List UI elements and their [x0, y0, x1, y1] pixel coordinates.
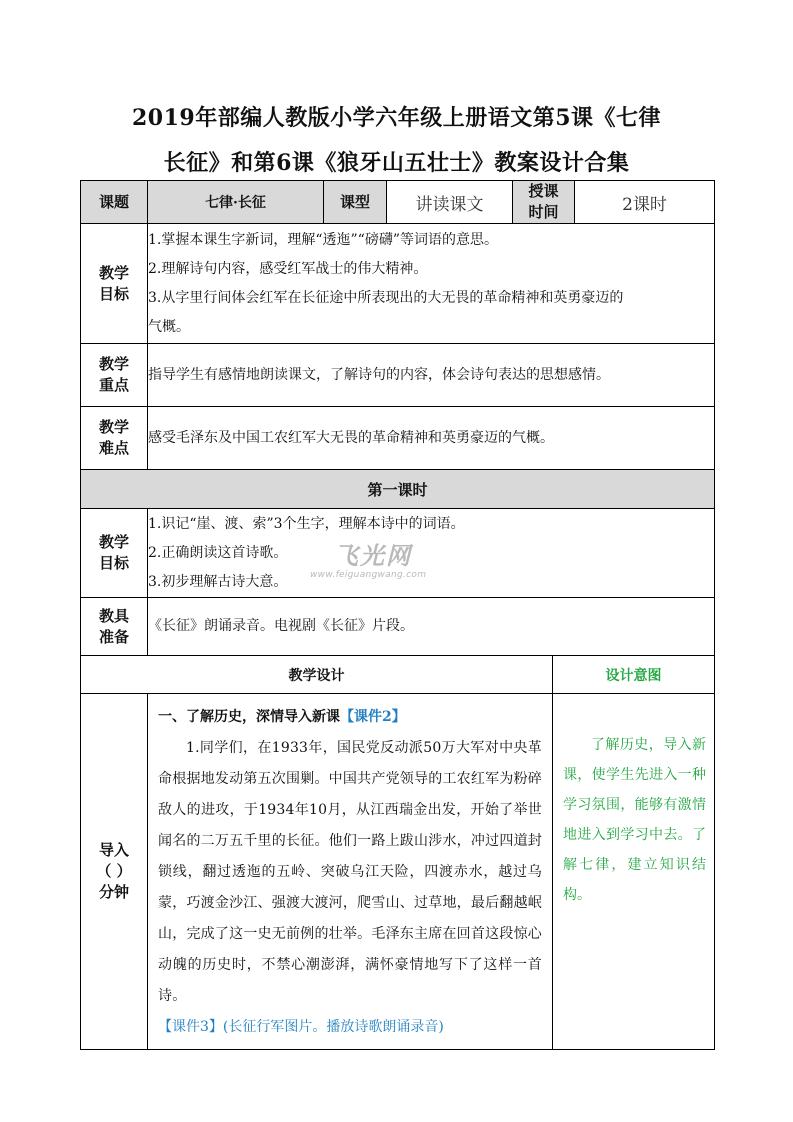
materials-label-line-1: 教具: [98, 606, 129, 625]
materials-label: [81, 598, 148, 656]
key-points-text: 指导学生有感情地朗读课文，了解诗句的内容，体会诗句表达的思想感情。: [148, 344, 715, 407]
key-points-label-line-1: 教学: [98, 355, 129, 373]
goals-row: [81, 224, 715, 344]
goal-line: 2.理解诗句内容，感受红军战士的伟大精神。: [148, 260, 428, 277]
difficulties-label: [81, 407, 148, 470]
intro-intent: 了解历史，导入新课，使学生先进入一种学习氛围，能够有激情地进入到学习中去。了解七律，建立知识结构。: [553, 694, 715, 1050]
goal-line: 3.从字里行间体会红军在长征途中所表现出的大无畏的革命精神和英勇豪迈的: [148, 289, 624, 306]
intro-label-line-3: 分钟: [98, 883, 129, 901]
time-label-line-2: 时间: [528, 203, 559, 221]
topic-value: 七律·长征: [148, 181, 324, 224]
key-points-label: [81, 344, 148, 407]
type-label: 课型: [324, 181, 387, 224]
design-header-right: 设计意图: [553, 656, 715, 694]
lesson-goals-label-line-2: 目标: [98, 554, 129, 572]
document-title: [80, 96, 713, 186]
time-label-line-1: 授课: [528, 182, 559, 200]
intro-label-line-1: 导入: [98, 841, 129, 859]
watermark: [300, 536, 460, 588]
goals-label-line-1: 教学: [98, 263, 129, 282]
time-value: 2课时: [575, 181, 715, 224]
first-lesson-band: [81, 470, 715, 509]
intro-heading: [158, 702, 542, 733]
difficulties-label-line-2: 难点: [98, 439, 129, 457]
intro-heading-text: 一、了解历史，深情导入新课: [158, 709, 340, 725]
lesson-goal-line: 1.识记“崖、渡、索”3个生字，理解本诗中的词语。: [148, 515, 465, 532]
key-points-row: [81, 344, 715, 407]
goals-label: [81, 224, 148, 344]
lesson-goals-label: [81, 509, 148, 598]
intro-paragraph: 1.同学们，在1933年，国民党反动派50万大军对中央革命根据地发动第五次围剿。中国共产党领导的工农红军为粉碎敌人的进攻，于1934年10月，从江西瑞金出发，开始了举世闻名的二万五千里的长征。他们一路上跋山涉水，冲过四道封锁线，翻过透迤的五岭、突破乌江天险，四渡赤水，越过乌蒙，巧渡金沙江、强渡大渡河，爬雪山、过草地，最后翻越岷山，完成了这一史无前例的壮举。毛泽东主席在回首这段惊心动魄的历史时，不禁心潮澎湃，满怀豪情地写下了这样一首诗。: [158, 740, 542, 1004]
difficulties-text: 感受毛泽东及中国工农红军大无畏的革命精神和英勇豪迈的气概。: [148, 407, 715, 470]
watermark-logo: 飞光网: [334, 542, 412, 570]
first-lesson-title: 第一课时: [81, 470, 715, 509]
intro-design: [148, 694, 553, 1050]
lesson-goal-line: 3.初步理解古诗大意。: [148, 573, 288, 590]
intro-label: [81, 694, 148, 1050]
key-points-label-line-2: 重点: [98, 376, 129, 394]
goal-line: 气概。: [148, 318, 190, 335]
header-row: [81, 181, 715, 224]
goals-content: [148, 224, 715, 344]
title-line-2: 长征》和第6课《狼牙山五壮士》教案设计合集: [163, 150, 630, 176]
design-header-row: [81, 656, 715, 694]
intro-label-line-2: （ ）: [96, 862, 132, 880]
difficulties-label-line-1: 教学: [98, 418, 129, 436]
design-header-left: 教学设计: [81, 656, 553, 694]
title-line-1: 2019年部编人教版小学六年级上册语文第5课《七律: [131, 105, 662, 131]
type-value: 讲读课文: [387, 181, 513, 224]
materials-label-line-2: 准备: [98, 627, 129, 646]
topic-label: 课题: [81, 181, 148, 224]
lesson-plan-table: [80, 180, 715, 1050]
materials-text: 《长征》朗诵录音。电视剧《长征》片段。: [148, 598, 715, 656]
lesson-goals-label-line-1: 教学: [98, 533, 129, 551]
lesson-goal-line: 2.正确朗读这首诗歌。: [148, 544, 288, 561]
intro-heading-tag: 【课件2】: [340, 709, 406, 725]
goals-label-line-2: 目标: [98, 284, 129, 303]
materials-row: [81, 598, 715, 656]
goal-line: 1.掌握本课生字新词，理解“透迤”“磅礴”等词语的意思。: [148, 231, 498, 248]
watermark-url: www.feiguangwang.com: [310, 570, 427, 580]
time-label: [513, 181, 575, 224]
intro-row: [81, 694, 715, 1050]
difficulties-row: [81, 407, 715, 470]
intro-footer: 【课件3】(长征行军图片。播放诗歌朗诵录音): [158, 1019, 444, 1035]
